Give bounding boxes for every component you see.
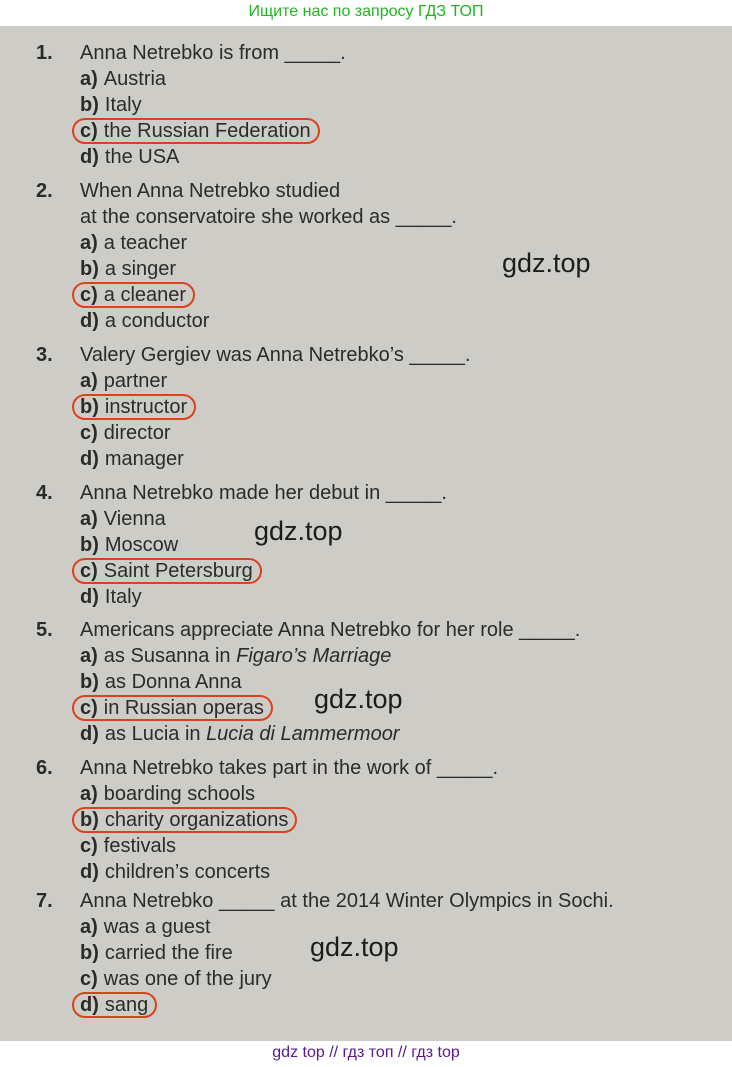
watermark: gdz.top — [254, 516, 343, 546]
question-2 — [36, 178, 716, 334]
option-a — [36, 230, 716, 256]
question-text: Anna Netrebko made her debut in _____. — [80, 482, 447, 504]
option-c-selected — [36, 118, 716, 144]
option-d — [36, 584, 716, 610]
option-text: director — [103, 422, 171, 444]
option-text: boarding schools — [103, 783, 256, 805]
option-text: Austria — [103, 68, 167, 90]
option-text: was a guest — [103, 916, 211, 938]
question-text: Anna Netrebko is from _____. — [80, 42, 346, 64]
option-text: was one of the jury — [103, 968, 272, 990]
question-text: Americans appreciate Anna Netrebko for her role _____. — [80, 619, 581, 641]
option-d — [36, 308, 716, 334]
option-letter: d) — [80, 861, 99, 883]
option-letter: d) — [80, 448, 99, 470]
option-c-selected — [36, 282, 716, 308]
question-4 — [36, 480, 716, 610]
watermark: gdz.top — [314, 684, 403, 714]
option-title: Lucia di Lammermoor — [206, 723, 400, 745]
question-text: at the conservatoire she worked as _____. — [80, 206, 457, 228]
bottom-footer: gdz top // гдз топ // гдз top — [0, 1041, 732, 1067]
option-text: in Russian operas — [103, 697, 264, 719]
option-letter: b) — [80, 94, 99, 116]
option-text: sang — [104, 994, 149, 1016]
option-d — [36, 721, 716, 747]
option-c — [36, 833, 716, 859]
answer-circle — [72, 807, 297, 833]
option-letter: b) — [80, 809, 99, 831]
option-letter: c) — [80, 697, 98, 719]
option-letter: a) — [80, 370, 98, 392]
option-letter: c) — [80, 120, 98, 142]
option-letter: b) — [80, 534, 99, 556]
option-text: Saint Petersburg — [103, 560, 253, 582]
option-letter: b) — [80, 258, 99, 280]
question-number: 2. — [36, 180, 53, 202]
option-letter: a) — [80, 232, 98, 254]
option-letter: d) — [80, 723, 99, 745]
option-text: a conductor — [104, 310, 210, 332]
option-text: Italy — [104, 586, 142, 608]
question-number: 4. — [36, 482, 53, 504]
option-a — [36, 506, 716, 532]
option-b — [36, 532, 716, 558]
option-text: children’s concerts — [104, 861, 271, 883]
option-text: a singer — [104, 258, 177, 280]
option-text: partner — [103, 370, 168, 392]
option-letter: b) — [80, 396, 99, 418]
question-3 — [36, 342, 716, 472]
option-text: the Russian Federation — [103, 120, 311, 142]
option-text: Italy — [104, 94, 142, 116]
option-text: Vienna — [103, 508, 166, 530]
option-title: Figaro’s Marriage — [236, 645, 392, 667]
question-6 — [36, 755, 716, 885]
watermark: gdz.top — [502, 248, 591, 278]
option-letter: c) — [80, 835, 98, 857]
question-number: 7. — [36, 890, 53, 912]
question-text: Valery Gergiev was Anna Netrebko’s _____. — [80, 344, 471, 366]
option-d — [36, 144, 716, 170]
question-5 — [36, 617, 716, 747]
answer-circle — [72, 394, 196, 420]
option-letter: d) — [80, 586, 99, 608]
question-text: Anna Netrebko takes part in the work of _____. — [80, 757, 499, 779]
option-letter: a) — [80, 508, 98, 530]
question-text: Anna Netrebko _____ at the 2014 Winter Olympics in Sochi. — [80, 890, 614, 912]
option-c — [36, 966, 716, 992]
option-a — [36, 66, 716, 92]
option-b — [36, 256, 716, 282]
option-letter: a) — [80, 68, 98, 90]
option-text: festivals — [103, 835, 177, 857]
option-text: as Donna Anna — [104, 671, 242, 693]
question-text: When Anna Netrebko studied — [80, 180, 341, 202]
question-number: 1. — [36, 42, 53, 64]
answer-circle — [72, 992, 157, 1018]
option-letter: d) — [80, 310, 99, 332]
option-letter: d) — [80, 146, 99, 168]
option-text: charity organizations — [104, 809, 289, 831]
option-text: a teacher — [103, 232, 188, 254]
question-1 — [36, 40, 716, 170]
option-b-selected — [36, 394, 716, 420]
option-letter: a) — [80, 916, 98, 938]
answer-circle — [72, 118, 320, 144]
option-d — [36, 446, 716, 472]
option-letter: d) — [80, 994, 99, 1016]
option-a — [36, 643, 716, 669]
option-text: a cleaner — [103, 284, 187, 306]
option-text: as Lucia in — [104, 723, 207, 745]
option-letter: b) — [80, 671, 99, 693]
textbook-page — [0, 26, 732, 1041]
question-number: 6. — [36, 757, 53, 779]
option-a — [36, 368, 716, 394]
option-text: manager — [104, 448, 184, 470]
option-letter: c) — [80, 284, 98, 306]
option-d-selected — [36, 992, 716, 1018]
answer-circle — [72, 558, 262, 584]
option-d — [36, 859, 716, 885]
option-letter: a) — [80, 645, 98, 667]
option-c-selected — [36, 558, 716, 584]
answer-circle — [72, 695, 273, 721]
option-c — [36, 420, 716, 446]
option-letter: a) — [80, 783, 98, 805]
option-b — [36, 92, 716, 118]
option-a — [36, 781, 716, 807]
option-text: the USA — [104, 146, 180, 168]
option-letter: c) — [80, 968, 98, 990]
watermark: gdz.top — [310, 932, 399, 962]
option-letter: c) — [80, 560, 98, 582]
option-b-selected — [36, 807, 716, 833]
option-text: carried the fire — [104, 942, 233, 964]
answer-circle — [72, 282, 195, 308]
option-text: Moscow — [104, 534, 179, 556]
question-number: 3. — [36, 344, 53, 366]
option-text: instructor — [104, 396, 188, 418]
question-number: 5. — [36, 619, 53, 641]
top-banner: Ищите нас по запросу ГДЗ ТОП — [0, 0, 732, 26]
option-text: as Susanna in — [103, 645, 237, 667]
option-letter: c) — [80, 422, 98, 444]
option-letter: b) — [80, 942, 99, 964]
